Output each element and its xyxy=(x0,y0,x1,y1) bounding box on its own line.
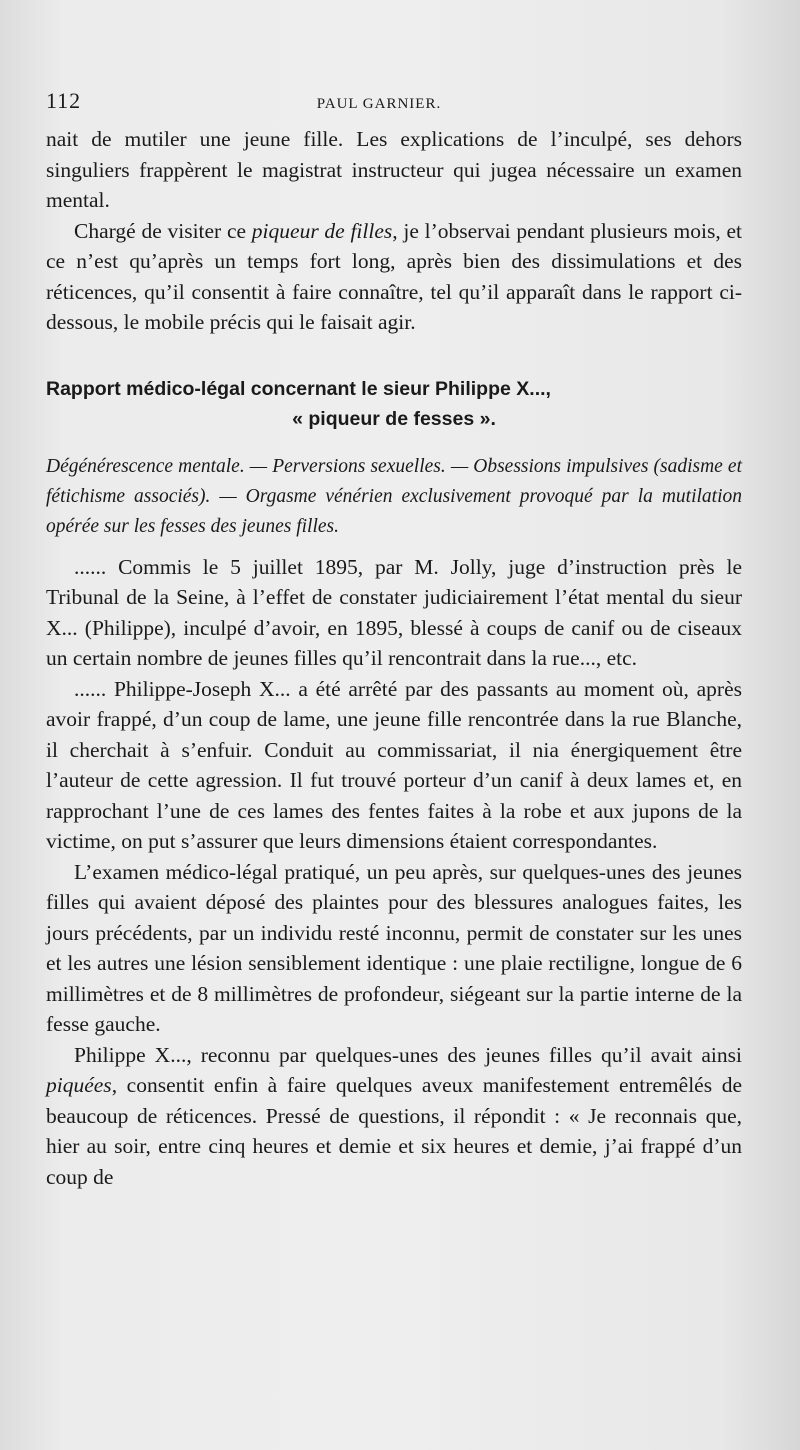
paragraph-examination: L’examen médico-légal pratiqué, un peu après, sur quelques-unes des jeunes filles qui avaient déposé des plaintes pour des blessures analogues faites, les jours précédents, par un individu resté inconnu, permit de constater sur les unes et les autres une lésion sensiblement identique : une plaie rectiligne, longue de 6 millimètres et de 8 millimètres de profondeur, siégeant sur la partie interne de la fesse gauche. xyxy=(46,859,742,1036)
report-abstract: Dégénérescence mentale. — Perversions sexuelles. — Obsessions impulsives (sadisme et fétichisme associés). — Orgasme vénérien exclusivement provoqué par la mutilation opérée sur les fesses des jeunes filles. xyxy=(46,455,742,537)
report-title xyxy=(46,374,742,434)
page-header xyxy=(46,88,742,124)
paragraph-confession: Philippe X..., reconnu par quelques-unes des jeunes filles qu’il avait ainsi piquées, consentit enfin à faire quelques aveux manifestement entremêlés de beaucoup de réticences. Pressé de questions, il répondit : « Je reconnais que, hier au soir, entre cinq heures et demie et six heures et demie, j’ai frappé d’un coup de xyxy=(46,1042,742,1189)
italic-term: piqueur de filles xyxy=(251,218,393,243)
report-title-line2: « piqueur de fesses ». xyxy=(292,407,496,430)
paragraph-commission: ...... Commis le 5 juillet 1895, par M. Jolly, juge d’instruction près le Tribunal de la Seine, à l’effet de constater judiciairement l’état mental du sieur X... (Philippe), inculpé d’avoir, en 1895, blessé à coups de canif ou de ciseaux un certain nombre de jeunes filles qu’il rencontrait dans la rue..., etc. xyxy=(46,554,742,670)
paragraph-arrest: ...... Philippe-Joseph X... a été arrêté par des passants au moment où, après avoir frappé, d’un coup de lame, une jeune fille rencontrée dans la rue Blanche, il cherchait à s’enfuir. Conduit au commissariat, il nia énergiquement être l’auteur de cette agression. Il fut trouvé porteur d’un canif à deux lames et, en rapprochant l’une de ces lames des fentes faites à la robe et aux jupons de la victime, on put s’assurer que leurs dimensions étaient correspondantes. xyxy=(46,676,742,853)
paragraph-continued: nait de mutiler une jeune fille. Les explications de l’inculpé, ses dehors singuliers frappèrent le magistrat instructeur qui jugea nécessaire un examen mental. xyxy=(46,127,742,212)
report-title-line1: Rapport médico-légal concernant le sieur Philippe X..., xyxy=(46,377,551,400)
paragraph-observation: Chargé de visiter ce piqueur de filles, je l’observai pendant plusieurs mois, et ce n’est qu’après un temps fort long, après bien des dissimulations et des réticences, qu’il consentit à faire connaître, tel qu’il apparaît dans le rapport ci-dessous, le mobile précis qui le faisait agir. xyxy=(46,218,742,334)
italic-term: piquées xyxy=(46,1073,112,1097)
running-head: PAUL GARNIER. xyxy=(316,96,442,112)
page-number: 112 xyxy=(46,88,82,113)
